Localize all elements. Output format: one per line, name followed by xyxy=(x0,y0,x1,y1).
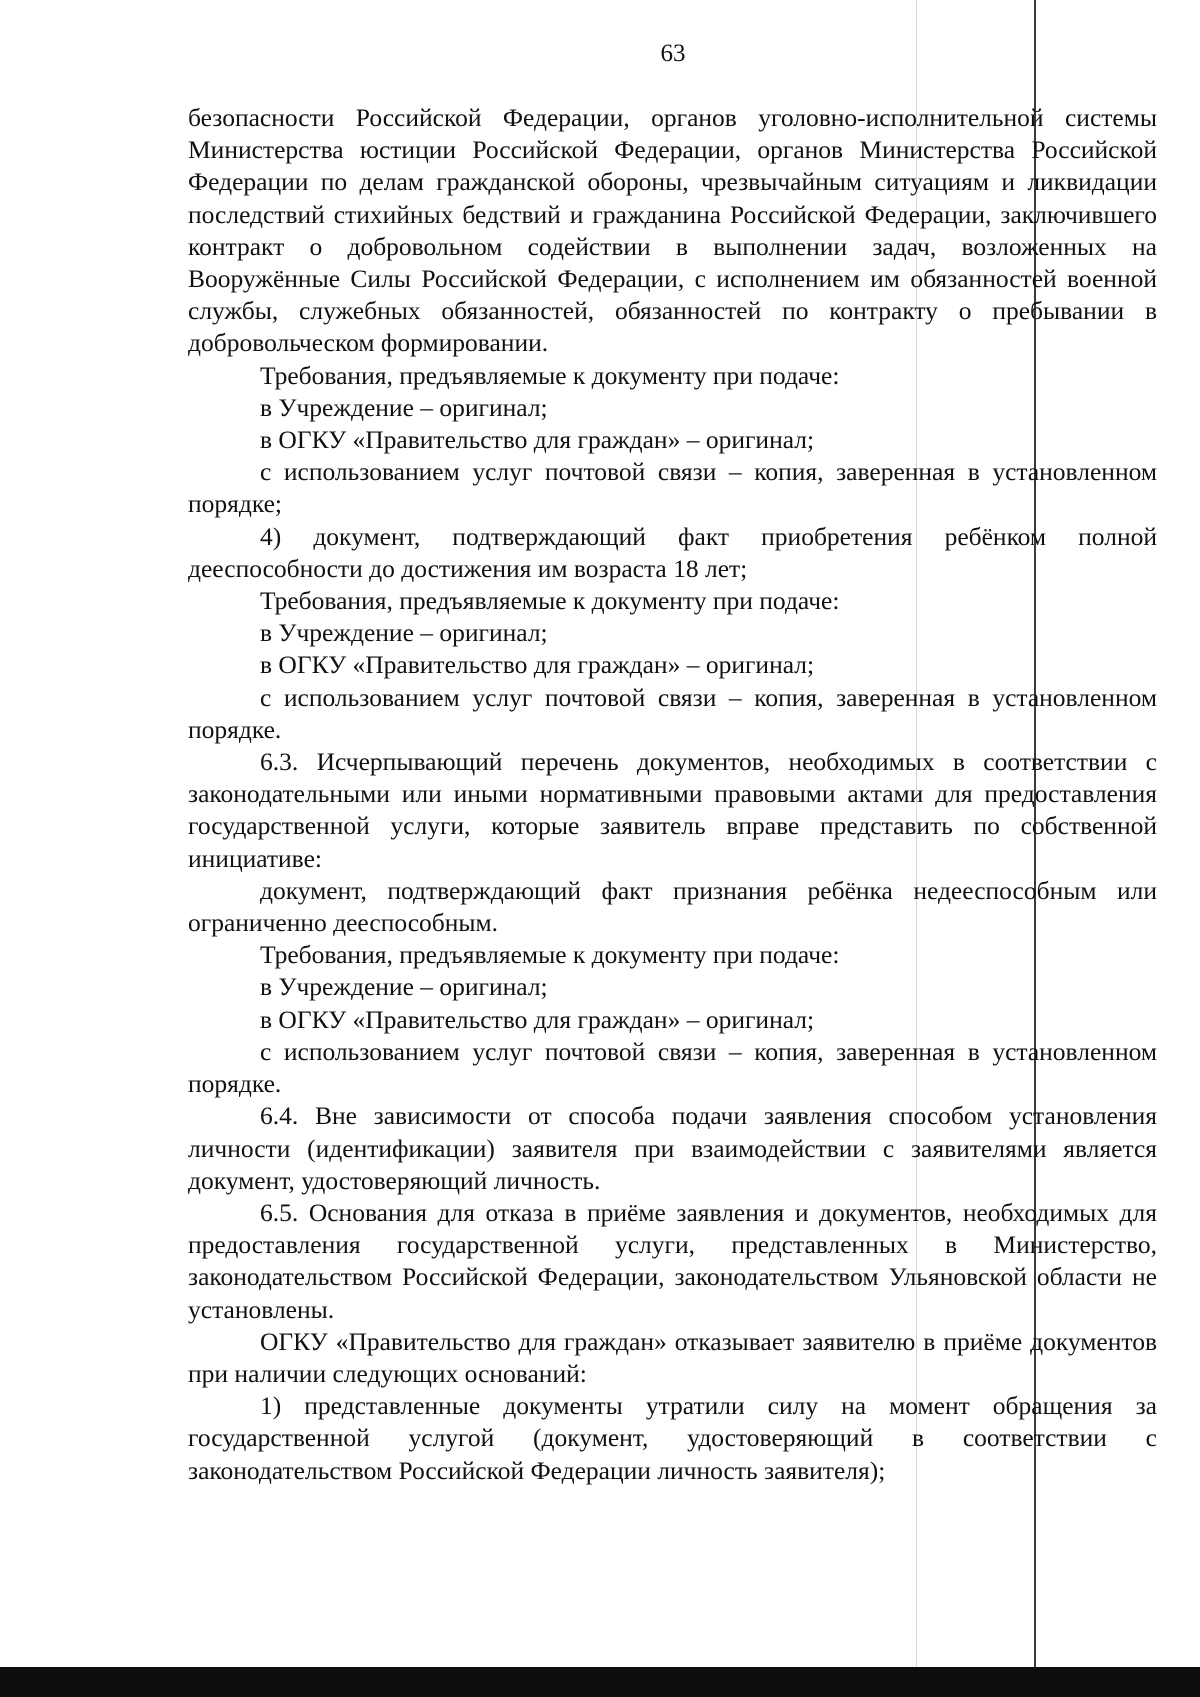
paragraph: в ОГКУ «Правительство для граждан» – оригинал; xyxy=(260,425,815,455)
paragraph: в Учреждение – оригинал; xyxy=(260,618,548,648)
paragraph: Требования, предъявляемые к документу при подаче: xyxy=(260,586,840,616)
paragraph: с использованием услуг почтовой связи – копия, заверенная в установленном порядке. xyxy=(188,1036,1157,1099)
paragraph: Требования, предъявляемые к документу при подаче: xyxy=(260,940,840,970)
paragraph: в Учреждение – оригинал; xyxy=(260,392,548,422)
page-number: 63 xyxy=(660,40,686,67)
paragraph: с использованием услуг почтовой связи – копия, заверенная в установленном порядке; xyxy=(188,457,1157,519)
paragraph: с использованием услуг почтовой связи – копия, заверенная в установленном порядке. xyxy=(188,682,1157,744)
paragraph: безопасности Российской Федерации, органов уголовно-исполнительной системы Министерства юстиции Российской Федерации, органов Министерства Российской Федерации по делам гражданской обороны, чрезвычайным ситуациям и ликвидации последствий стихийных бедствий и гражданина Российской Федерации, заключившего контракт о добровольном содействии в выполнении задач, возложенных на Вооружённые Силы Российской Федерации, с исполнением им обязанностей военной службы, служебных обязанностей, обязанностей по контракту о пребывании в добровольческом формировании. xyxy=(188,103,1157,358)
document-body xyxy=(188,102,1157,1487)
paragraph: 1) представленные документы утратили силу на момент обращения за государственной услугой (документ, удостоверяющий в соответствии с законодательством Российской Федерации личность заявителя); xyxy=(188,1391,1157,1485)
paragraph: документ, подтверждающий факт признания ребёнка недееспособным или ограниченно дееспособным. xyxy=(188,875,1157,938)
paragraph: ОГКУ «Правительство для граждан» отказывает заявителю в приёме документов при наличии следующих оснований: xyxy=(188,1326,1157,1388)
paragraph: 6.5. Основания для отказа в приёме заявления и документов, необходимых для предоставления государственной услуги, представленных в Министерство, законодательством Российской Федерации, законодательством Ульяновской области не установлены. xyxy=(188,1197,1157,1324)
paragraph: в ОГКУ «Правительство для граждан» – оригинал; xyxy=(260,1004,815,1034)
paragraph: Требования, предъявляемые к документу при подаче: xyxy=(260,360,840,390)
paragraph: 4) документ, подтверждающий факт приобретения ребёнком полной дееспособности до достижения им возраста 18 лет; xyxy=(188,521,1157,583)
paragraph: в ОГКУ «Правительство для граждан» – оригинал; xyxy=(260,650,815,680)
paragraph: 6.3. Исчерпывающий перечень документов, необходимых в соответствии с законодательными или иными нормативными правовыми актами для предоставления государственной услуги, которые заявитель вправе представить по собственной инициативе: xyxy=(188,747,1157,873)
scan-bottom-edge xyxy=(0,1667,1200,1697)
paragraph: 6.4. Вне зависимости от способа подачи заявления способом установления личности (идентификации) заявителя при взаимодействии с заявителями является документ, удостоверяющий личность. xyxy=(188,1101,1157,1195)
paragraph: в Учреждение – оригинал; xyxy=(260,972,548,1002)
